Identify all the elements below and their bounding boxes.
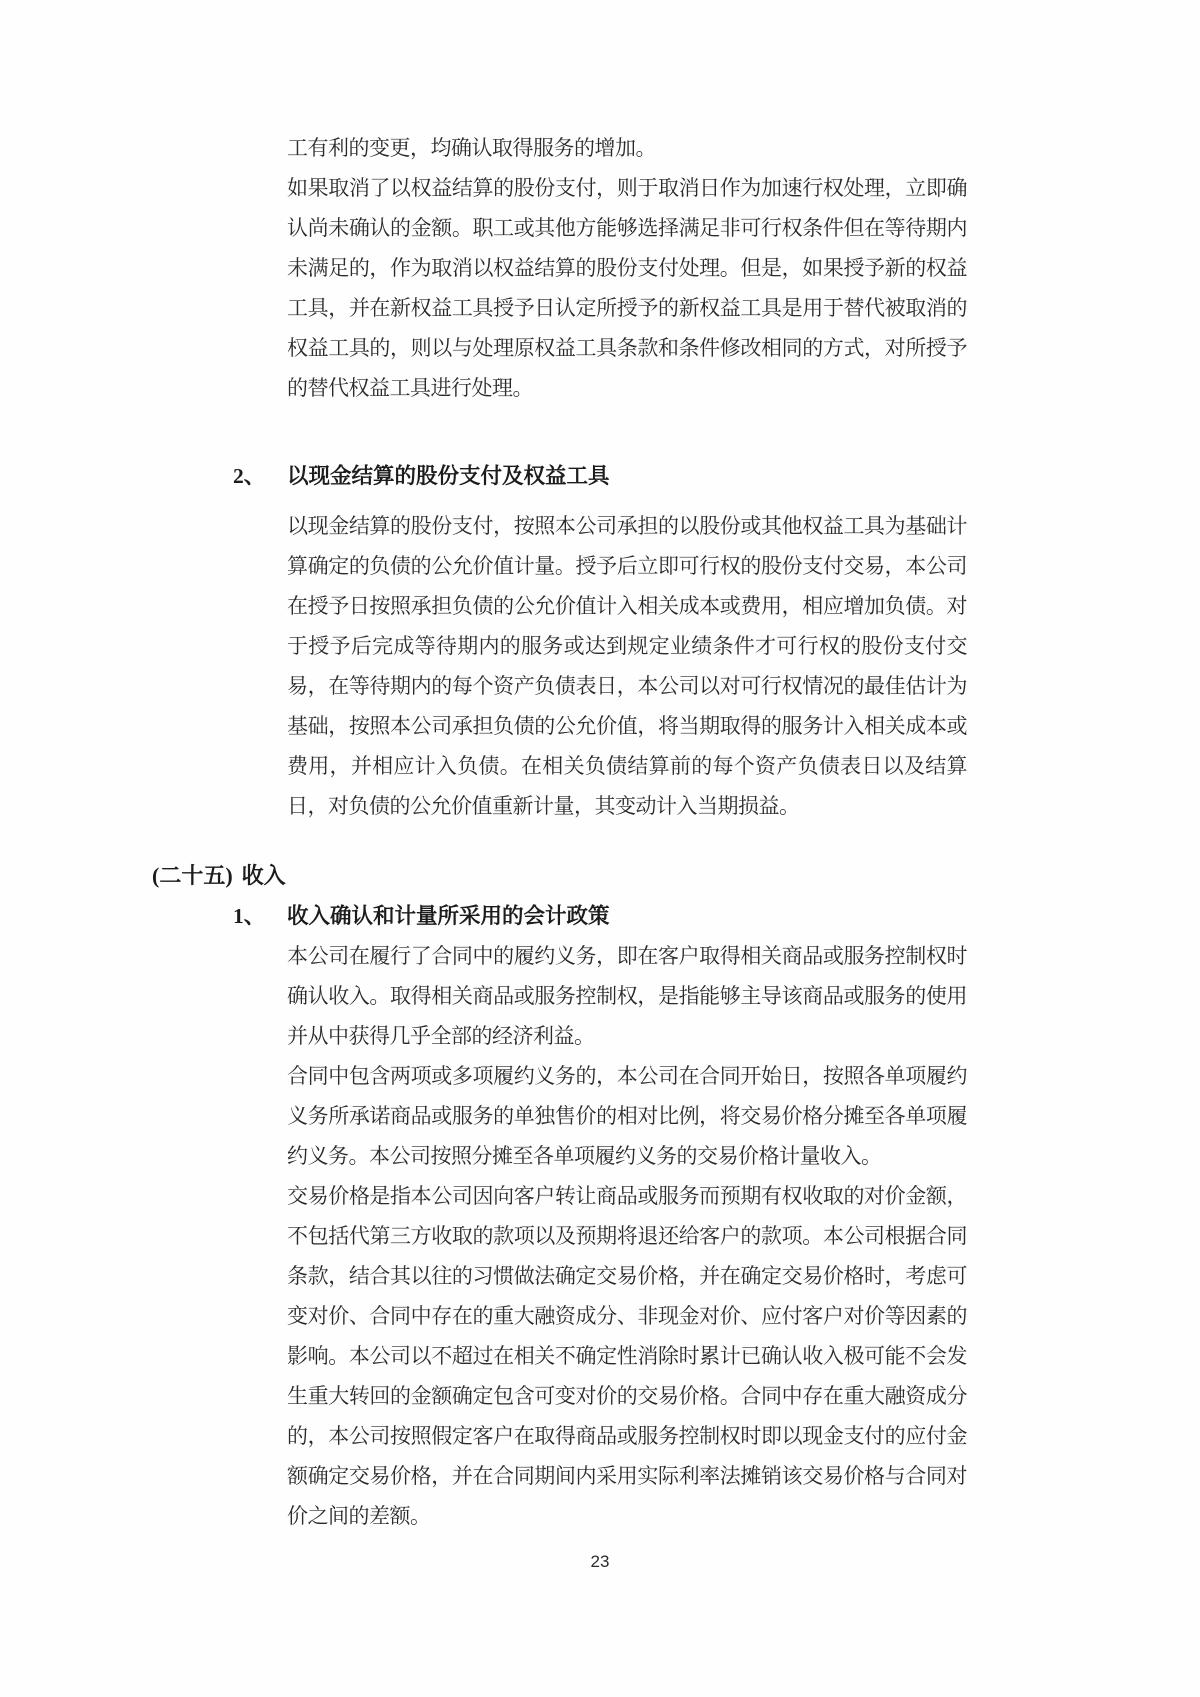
heading-number: 2、 <box>233 464 266 488</box>
share-cancellation-paragraph: 如果取消了以权益结算的股份支付，则于取消日作为加速行权处理，立即确认尚未确认的金额。职工或其他方能够选择满足非可行权条件但在等待期内未满足的，作为取消以权益结算的股份支付处理。但是，如果授予新的权益工具，并在新权益工具授予日认定所授予的新权益工具是用于替代被取消的权益工具的，则以与处理原权益工具条款和条件修改相同的方式，对所授予的替代权益工具进行处理。 <box>287 176 967 400</box>
revenue-recognition-paragraph: 本公司在履行了合同中的履约义务，即在客户取得相关商品或服务控制权时确认收入。取得相关商品或服务控制权，是指能够主导该商品或服务的使用并从中获得几乎全部的经济利益。 <box>287 944 967 1048</box>
carryover-paragraph: 工有利的变更，均确认取得服务的增加。 <box>287 136 656 160</box>
revenue-section-heading <box>152 856 1200 896</box>
transaction-price-paragraph: 交易价格是指本公司因向客户转让商品或服务而预期有权收取的对价金额，不包括代第三方收取的款项以及预期将退还给客户的款项。本公司根据合同条款，结合其以往的习惯做法确定交易价格，并在确定交易价格时，考虑可变对价、合同中存在的重大融资成分、非现金对价、应付客户对价等因素的影响。本公司以不超过在相关不确定性消除时累计已确认收入极可能不会发生重大转回的金额确定包含可变对价的交易价格。合同中存在重大融资成分的，本公司按照假定客户在取得商品或服务控制权时即以现金支付的应付金额确定交易价格，并在合同期间内采用实际利率法摊销该交易价格与合同对价之间的差额。 <box>287 1184 967 1528</box>
heading-title: 以现金结算的股份支付及权益工具 <box>287 464 610 488</box>
revenue-policy-heading <box>233 896 1200 936</box>
heading-title: 收入确认和计量所采用的会计政策 <box>287 904 610 928</box>
section-title: 收入 <box>241 863 286 888</box>
page-number: 23 <box>590 1552 610 1571</box>
heading-number: 1、 <box>233 904 266 928</box>
section-number: (二十五) <box>152 863 233 888</box>
cash-settled-paragraph: 以现金结算的股份支付，按照本公司承担的以股份或其他权益工具为基础计算确定的负债的公允价值计量。授予后立即可行权的股份支付交易，本公司在授予日按照承担负债的公允价值计入相关成本或费用，相应增加负债。对于授予后完成等待期内的服务或达到规定业绩条件才可行权的股份支付交易，在等待期内的每个资产负债表日，本公司以对可行权情况的最佳估计为基础，按照本公司承担负债的公允价值，将当期取得的服务计入相关成本或费用，并相应计入负债。在相关负债结算前的每个资产负债表日以及结算日，对负债的公允价值重新计量，其变动计入当期损益。 <box>287 514 967 818</box>
cash-settled-heading <box>233 456 1200 496</box>
page-footer <box>0 1552 1200 1572</box>
performance-obligation-paragraph: 合同中包含两项或多项履约义务的，本公司在合同开始日，按照各单项履约义务所承诺商品或服务的单独售价的相对比例，将交易价格分摊至各单项履约义务。本公司按照分摊至各单项履约义务的交易价格计量收入。 <box>287 1064 967 1168</box>
